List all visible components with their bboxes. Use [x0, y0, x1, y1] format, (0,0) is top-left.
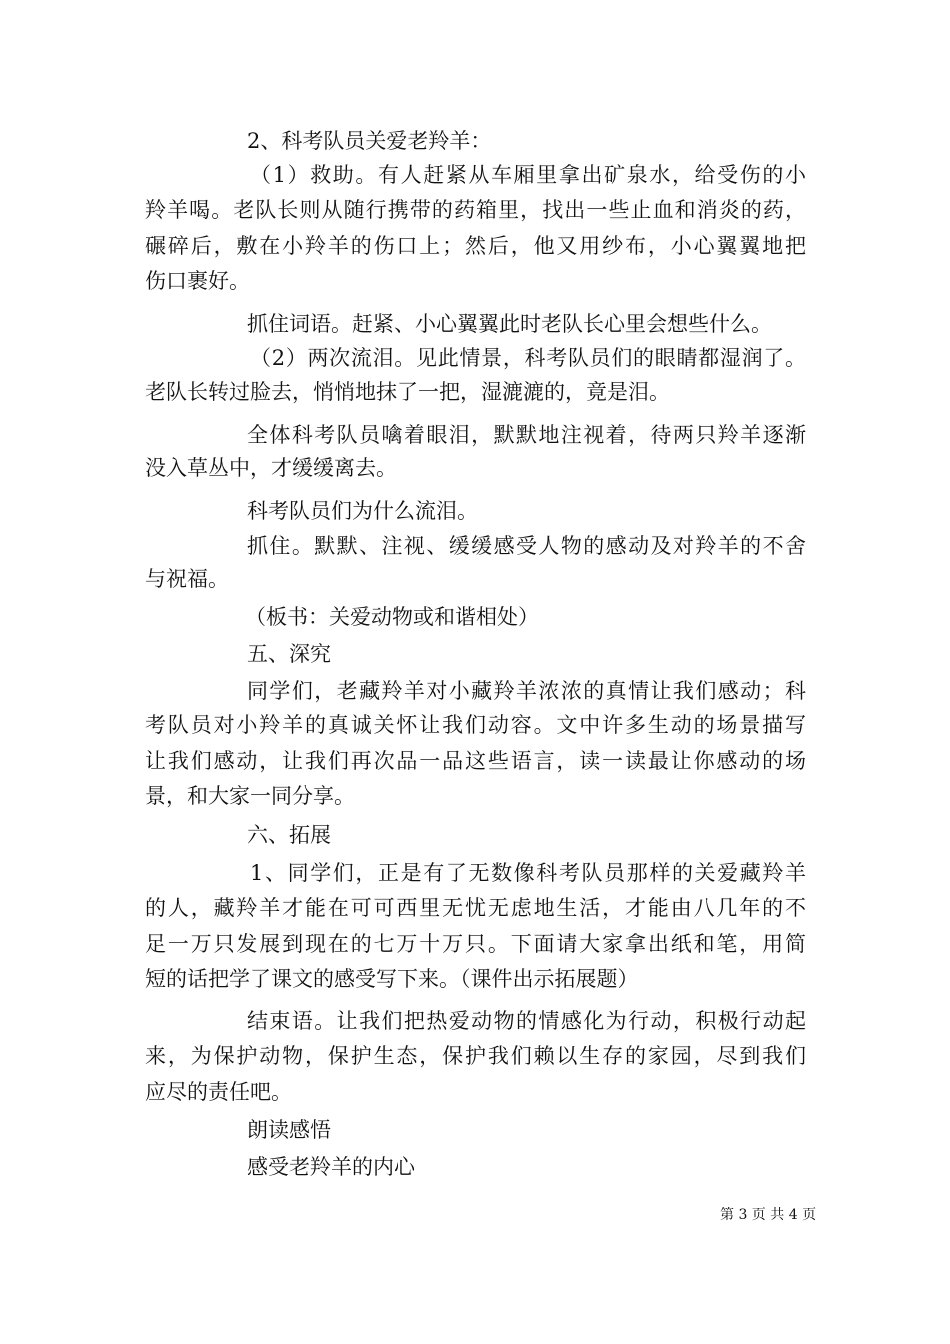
text-line — [247, 531, 806, 561]
text-line-content: 抓住词语。赶紧、小心翼翼此时老队长心里会想些什么。 — [247, 312, 772, 336]
text-line-content: 的人，藏羚羊才能在可可西里无忧无虑地生活，才能由八几年的不 — [145, 896, 808, 920]
text-line-content: 朗读感悟 — [247, 1118, 331, 1142]
text-line — [247, 1152, 930, 1182]
text-line — [247, 126, 930, 156]
text-line — [145, 564, 930, 594]
text-line — [247, 309, 930, 339]
text-line-content: （2）两次流泪。见此情景，科考队员们的眼睛都湿润了。 — [250, 346, 807, 370]
text-line — [145, 710, 806, 740]
text-line-content: 让我们感动，让我们再次品一品这些语言，读一读最让你感动的场 — [145, 749, 808, 773]
text-line — [250, 160, 806, 190]
text-line-content: 应尽的责任吧。 — [145, 1080, 292, 1104]
text-line — [247, 496, 930, 526]
text-line-content: 伤口裹好。 — [145, 269, 250, 293]
text-line-content: 考队员对小羚羊的真诚关怀让我们动容。文中许多生动的场景描写 — [145, 713, 808, 737]
text-line-content: 同学们，老藏羚羊对小藏羚羊浓浓的真情让我们感动；科 — [247, 679, 808, 703]
text-line — [247, 420, 806, 450]
text-line — [247, 1006, 806, 1036]
text-line — [247, 676, 806, 706]
text-line-content: 2、科考队员关爱老羚羊： — [247, 129, 492, 153]
text-line-content: 抓住。默默、注视、缓缓感受人物的感动及对羚羊的不舍 — [247, 534, 808, 558]
text-line-content: 五、深究 — [247, 642, 331, 666]
text-line — [247, 820, 930, 850]
text-line-content: 老队长转过脸去，悄悄地抹了一把，湿漉漉的，竟是泪。 — [145, 380, 670, 404]
text-line-content: 景，和大家一同分享。 — [145, 784, 355, 808]
text-line — [145, 266, 930, 296]
text-line — [145, 1077, 930, 1107]
text-line-content: （1）救助。有人赶紧从车厢里拿出矿泉水，给受伤的小 — [250, 163, 808, 187]
text-line-content: 没入草丛中，才缓缓离去。 — [145, 456, 397, 480]
text-line — [145, 929, 806, 959]
text-line-content: 羚羊喝。老队长则从随行携带的药箱里，找出一些止血和消炎的药， — [145, 198, 808, 222]
text-line — [145, 453, 930, 483]
text-line — [247, 1115, 930, 1145]
text-line — [247, 639, 930, 669]
text-line-content: 来，为保护动物，保护生态，保护我们赖以生存的家园，尽到我们 — [145, 1044, 808, 1068]
text-line — [145, 964, 930, 994]
text-line-content: （板书：关爱动物或和谐相处） — [245, 605, 539, 629]
text-line-content: 与祝福。 — [145, 567, 229, 591]
text-line-content: 感受老羚羊的内心 — [247, 1155, 415, 1179]
text-line-content: 科考队员们为什么流泪。 — [247, 499, 478, 523]
text-line-content: 短的话把学了课文的感受写下来。（课件出示拓展题） — [145, 967, 639, 991]
text-line-content: 六、拓展 — [247, 823, 331, 847]
text-line — [145, 781, 930, 811]
text-line-content: 足一万只发展到现在的七万十万只。下面请大家拿出纸和笔，用简 — [145, 932, 808, 956]
page-number-footer: 第 3 页 共 4 页 — [720, 1207, 817, 1223]
text-line — [145, 377, 930, 407]
text-line-content: 碾碎后，敷在小羚羊的伤口上；然后，他又用纱布，小心翼翼地把 — [145, 234, 808, 258]
text-line — [250, 343, 806, 373]
text-line-content: 1、同学们，正是有了无数像科考队员那样的关爱藏羚羊 — [250, 861, 808, 885]
text-line — [145, 1041, 806, 1071]
text-line — [145, 893, 806, 923]
text-line — [145, 746, 806, 776]
text-line — [145, 231, 806, 261]
text-line — [245, 602, 930, 632]
text-line — [250, 858, 806, 888]
text-line — [145, 195, 806, 225]
text-line-content: 结束语。让我们把热爱动物的情感化为行动，积极行动起 — [247, 1009, 808, 1033]
text-line-content: 全体科考队员噙着眼泪，默默地注视着，待两只羚羊逐渐 — [247, 423, 808, 447]
